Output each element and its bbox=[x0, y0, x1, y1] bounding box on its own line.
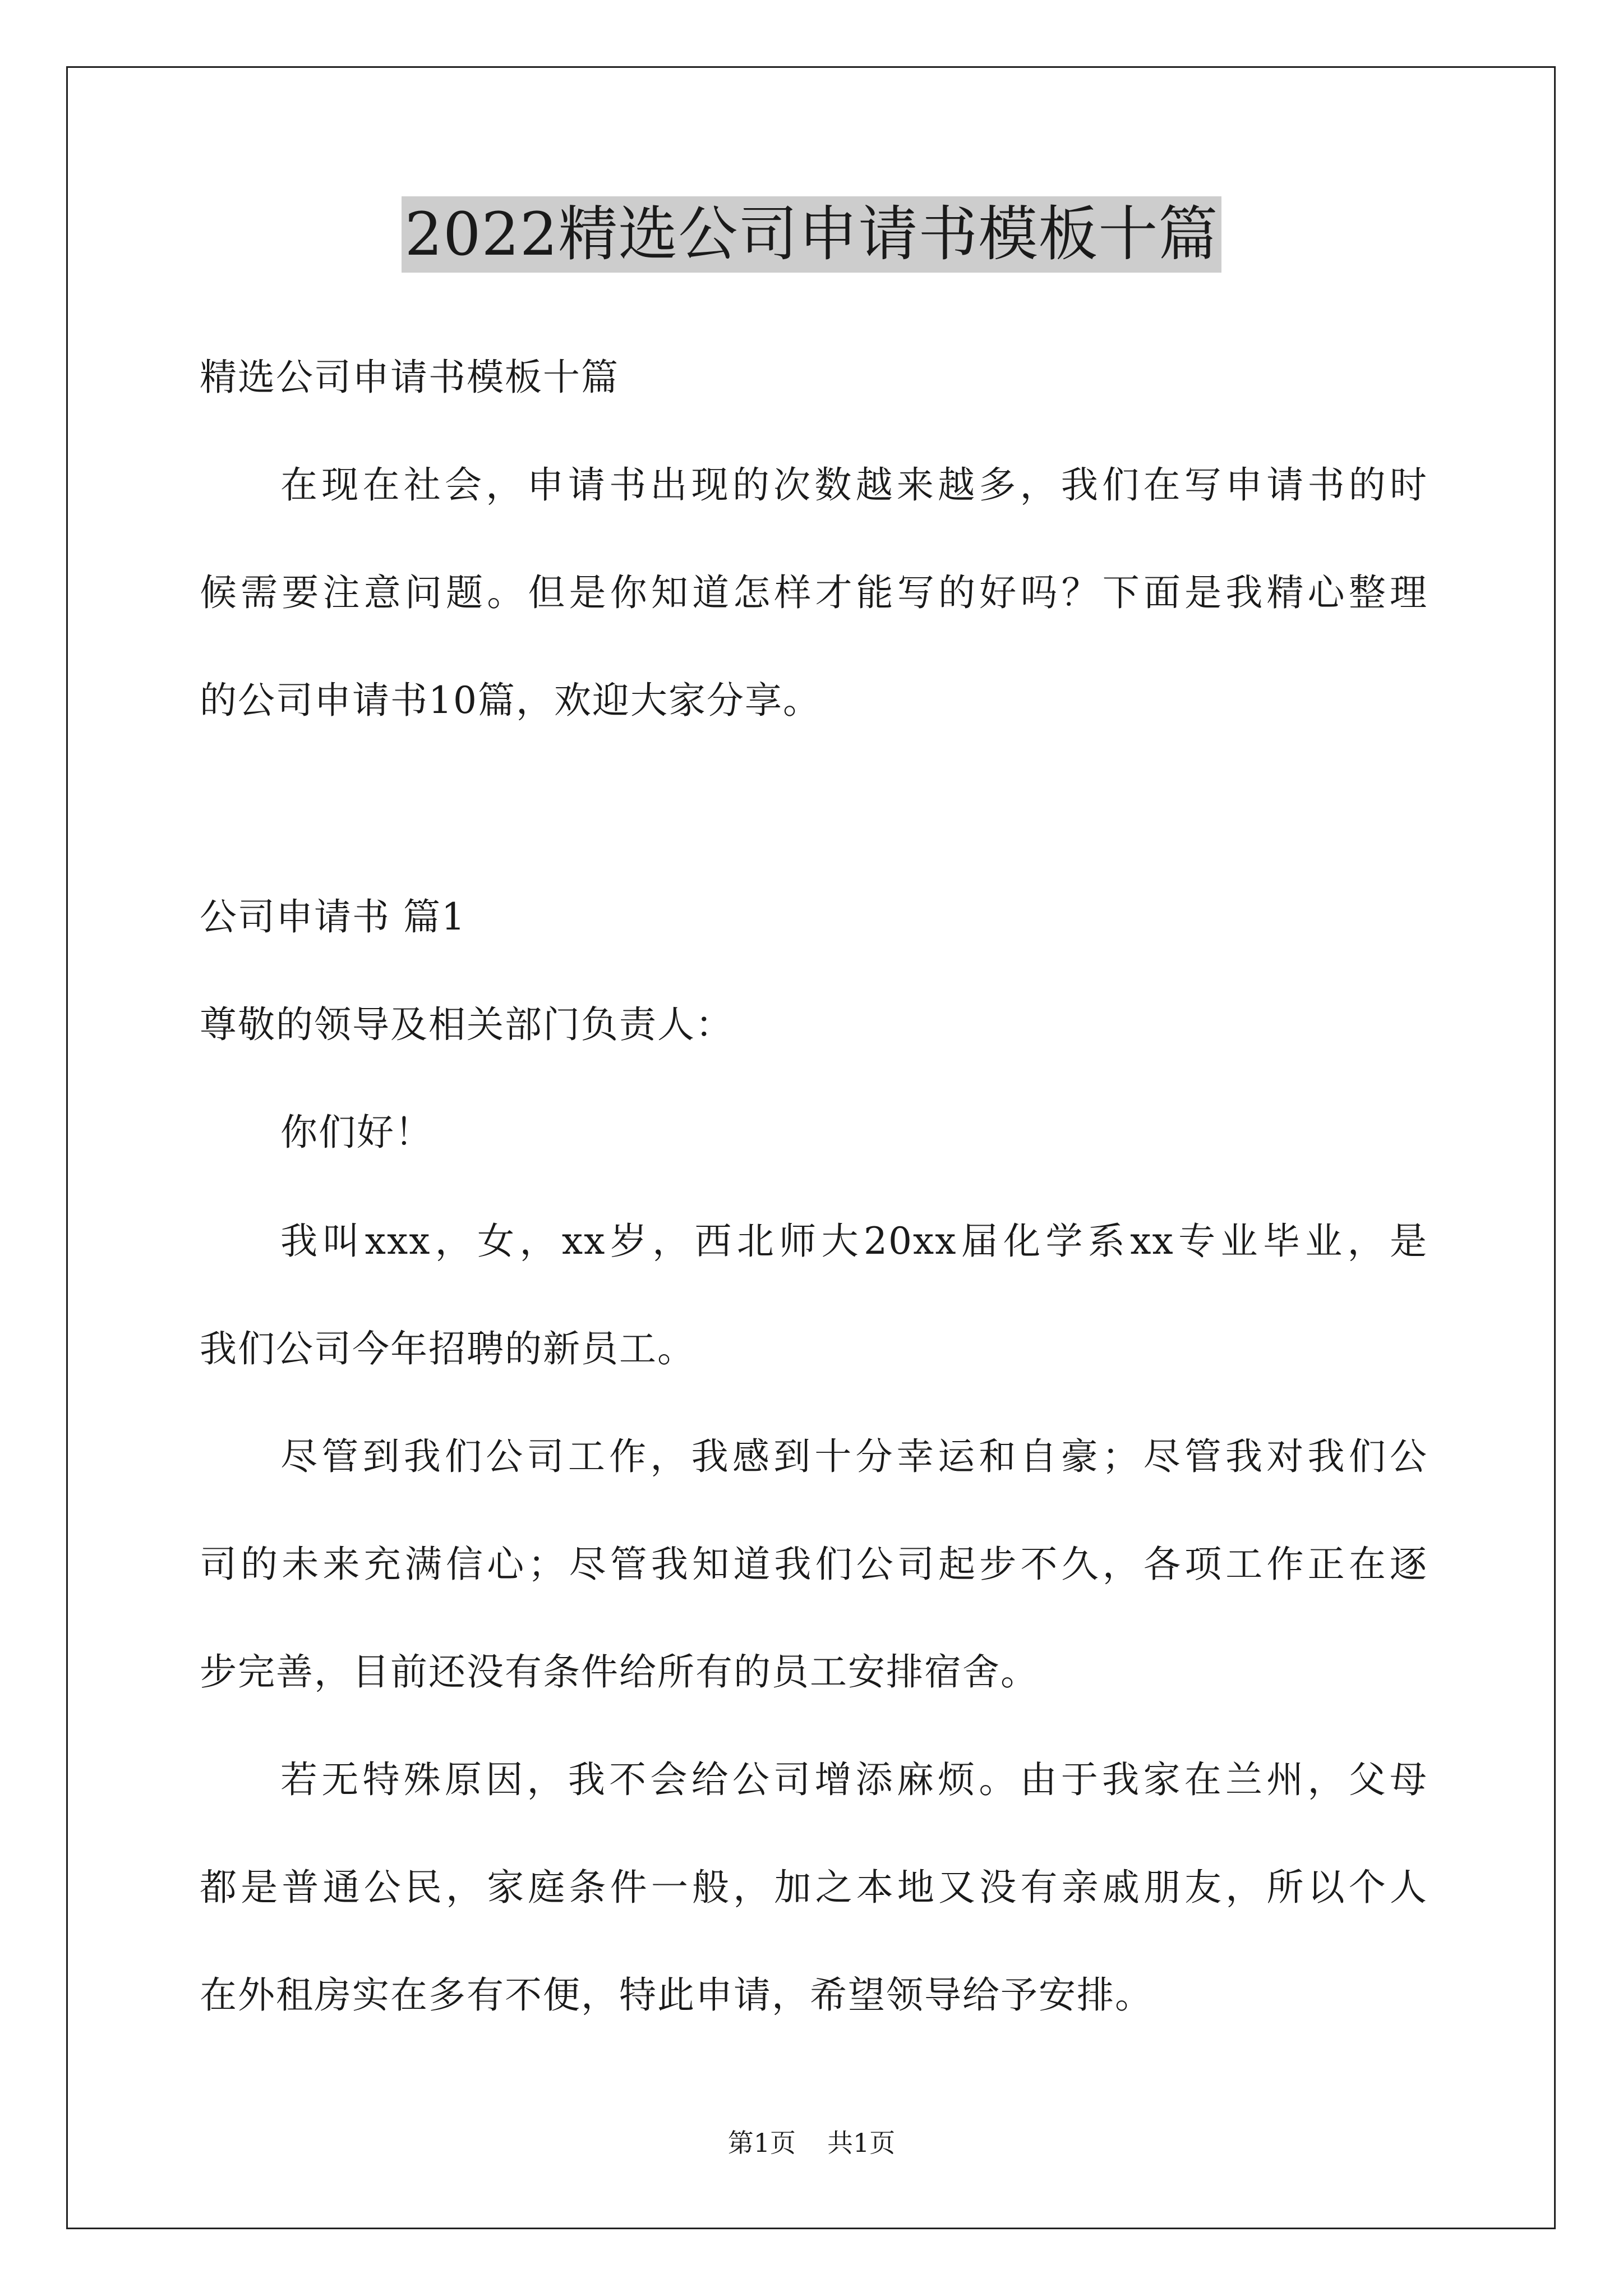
paragraph2-line-1: 尽管到我们公司工作，我感到十分幸运和自豪；尽管我对我们公 bbox=[280, 1435, 1428, 1478]
paragraph3-line-3: 在外租房实在多有不便，特此申请，希望领导给予安排。 bbox=[200, 1973, 1153, 2017]
title-container bbox=[0, 196, 1623, 273]
section-heading: 公司申请书 篇1 bbox=[200, 895, 466, 938]
paragraph1-line-2: 我们公司今年招聘的新员工。 bbox=[200, 1327, 695, 1370]
paragraph2-line-2: 司的未来充满信心；尽管我知道我们公司起步不久，各项工作正在逐 bbox=[200, 1543, 1428, 1586]
document-title: 2022精选公司申请书模板十篇 bbox=[402, 196, 1222, 273]
paragraph3-line-2: 都是普通公民，家庭条件一般，加之本地又没有亲戚朋友，所以个人 bbox=[200, 1866, 1428, 1909]
page-footer bbox=[0, 2126, 1623, 2160]
paragraph2-line-3: 步完善，目前还没有条件给所有的员工安排宿舍。 bbox=[200, 1650, 1039, 1694]
paragraph3-line-1: 若无特殊原因，我不会给公司增添麻烦。由于我家在兰州，父母 bbox=[280, 1758, 1428, 1801]
intro-line-2: 候需要注意问题。但是你知道怎样才能写的好吗？下面是我精心整理 bbox=[200, 571, 1428, 614]
intro-line-1: 在现在社会，申请书出现的次数越来越多，我们在写申请书的时 bbox=[280, 463, 1428, 507]
document-subtitle: 精选公司申请书模板十篇 bbox=[200, 356, 619, 399]
paragraph1-line-1: 我叫xxx，女，xx岁，西北师大20xx届化学系xx专业毕业，是 bbox=[280, 1220, 1428, 1263]
page-number-current: 第1页 bbox=[727, 2128, 796, 2158]
greeting: 你们好！ bbox=[280, 1111, 433, 1154]
page-number-total: 共1页 bbox=[827, 2128, 896, 2158]
intro-line-3: 的公司申请书10篇，欢迎大家分享。 bbox=[200, 679, 821, 722]
salutation: 尊敬的领导及相关部门负责人： bbox=[200, 1003, 734, 1046]
